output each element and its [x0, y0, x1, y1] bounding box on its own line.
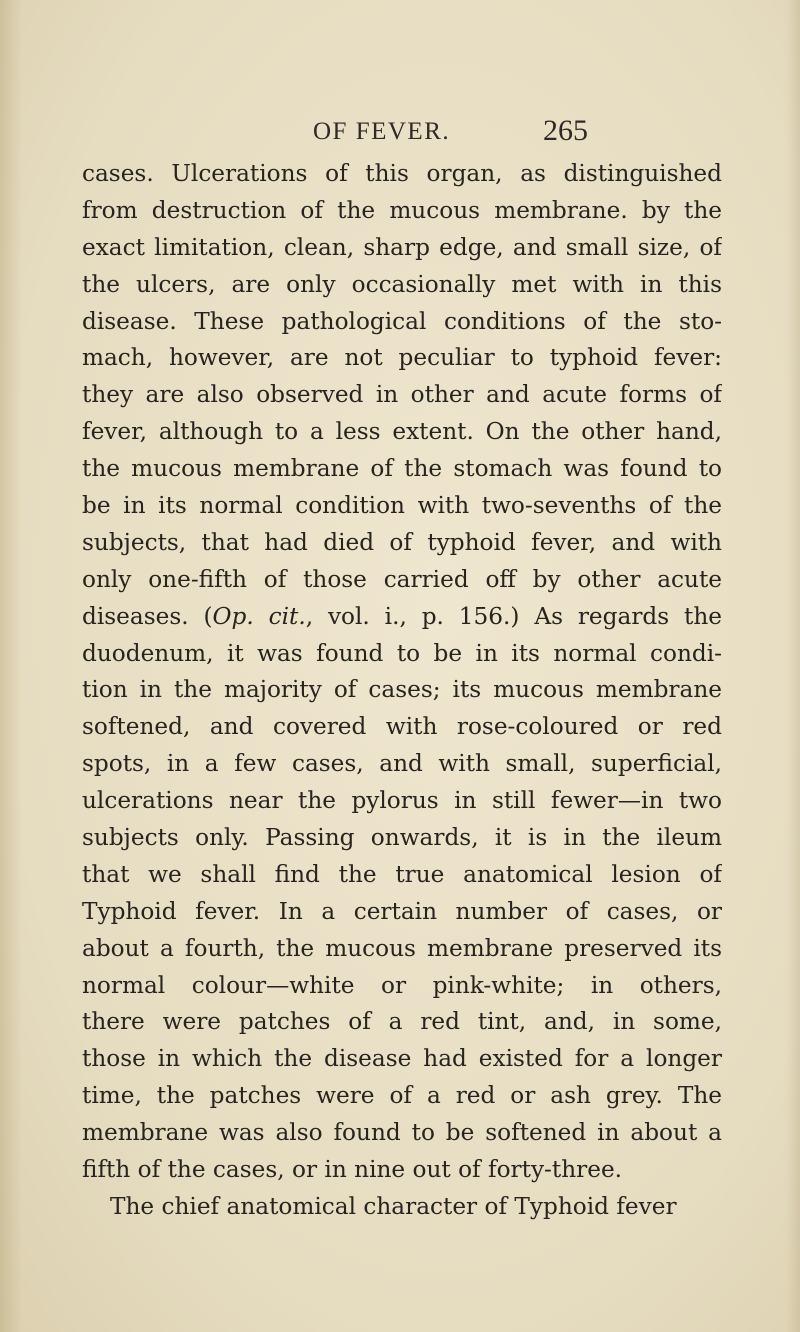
text-line: disease. These pathological conditions of the sto- — [82, 307, 722, 335]
text-line: normal colour—white or pink-white; in others, — [82, 971, 722, 999]
text-line: there were patches of a red tint, and, in some, — [82, 1008, 722, 1036]
text-line: about a fourth, the mucous membrane preserved its — [82, 934, 722, 962]
page-number: 265 — [543, 114, 588, 147]
text-line: duodenum, it was found to be in its normal condi- — [82, 639, 722, 667]
text-line: only one-fifth of those carried off by other acute — [82, 565, 722, 593]
text-line: they are also observed in other and acute forms of — [82, 381, 722, 409]
text-line: from destruction of the mucous membrane. by the — [82, 196, 722, 224]
text-line: membrane was also found to be softened in about a — [82, 1119, 722, 1147]
text-line: be in its normal condition with two-sevenths of the — [82, 492, 722, 520]
text-line: that we shall find the true anatomical lesion of — [82, 860, 722, 888]
citation-after: , vol. i., p. 156.) As regards the — [305, 602, 722, 630]
text-line: cases. Ulcerations of this organ, as distinguished — [82, 160, 722, 187]
text-line: spots, in a few cases, and with small, superficial, — [82, 750, 722, 778]
text-line-citation — [82, 599, 722, 636]
text-line: softened, and covered with rose-coloured or red — [82, 713, 722, 741]
text-line: time, the patches were of a red or ash grey. The — [82, 1082, 722, 1110]
text-line: ulcerations near the pylorus in still fewer—in two — [82, 787, 722, 815]
running-head — [0, 114, 800, 158]
text-line: the mucous membrane of the stomach was found to — [82, 455, 722, 483]
text-line: the ulcers, are only occasionally met with in this — [82, 270, 722, 298]
text-line: fifth of the cases, or in nine out of forty-three. — [82, 1156, 623, 1184]
text-line: mach, however, are not peculiar to typhoid fever: — [82, 344, 722, 372]
text-line: exact limitation, clean, sharp edge, and small size, of — [82, 233, 722, 261]
text-line: tion in the majority of cases; its mucous membrane — [82, 676, 722, 704]
citation-before: diseases. ( — [82, 602, 213, 630]
text-line: fever, although to a less extent. On the other hand, — [82, 418, 722, 446]
body-text — [82, 156, 722, 1226]
citation-op-cit: Op. cit. — [212, 602, 306, 630]
text-line: those in which the disease had existed for a longer — [82, 1045, 722, 1073]
text-line: subjects, that had died of typhoid fever, and with — [82, 528, 722, 556]
text-line: The chief anatomical character of Typhoid fever — [110, 1192, 677, 1220]
text-line: subjects only. Passing onwards, it is in the ileum — [82, 824, 722, 852]
running-title: OF FEVER. — [313, 118, 451, 145]
text-line: Typhoid fever. In a certain number of cases, or — [82, 897, 722, 925]
